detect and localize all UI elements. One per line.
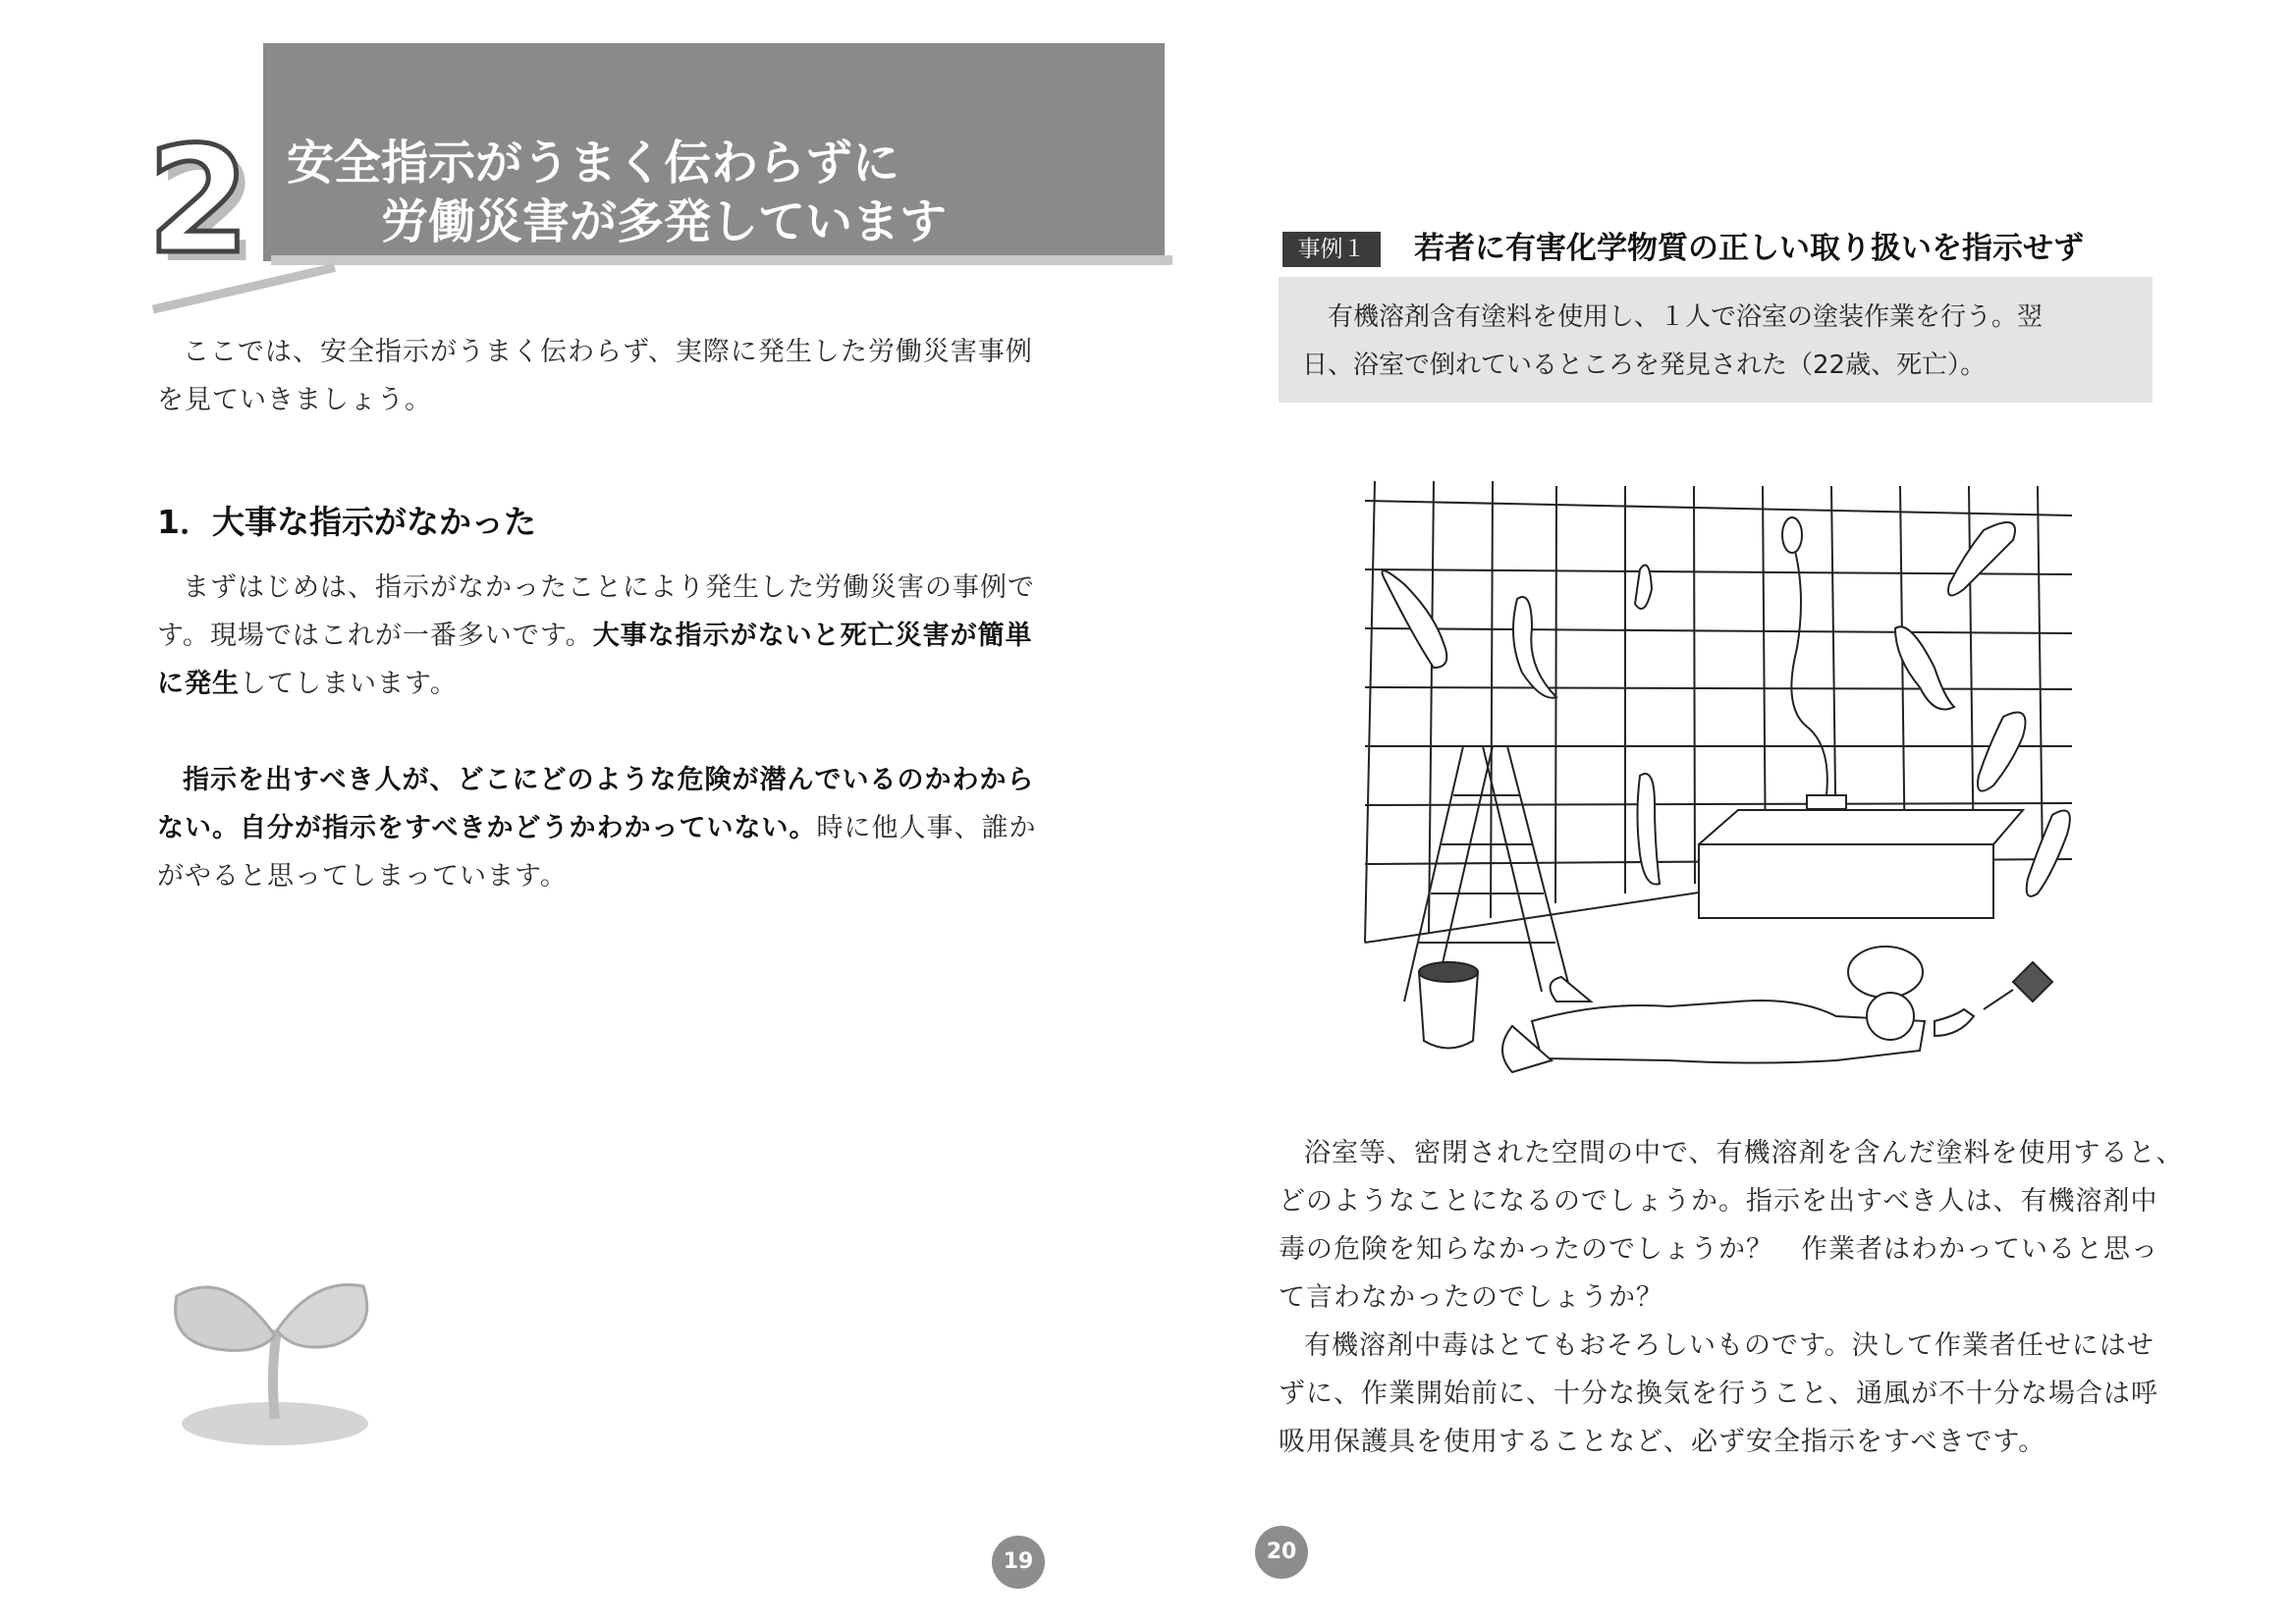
body-line3: 毒の危険を知らなかったのでしょうか？ 作業者はわかっていると思っ [1279, 1234, 2158, 1265]
section-heading: 1．大事な指示がなかった [157, 503, 536, 541]
body-line5: 有機溶剤中毒はとてもおそろしいものです。決して作業者任せにはせ [1304, 1330, 2154, 1361]
intro-line2: を見ていきましょう。 [157, 385, 432, 415]
section1-p2-line1 [183, 756, 1034, 804]
case-summary-line1: 有機溶剤含有塗料を使用し、１人で浴室の塗装作業を行う。翌 [1328, 302, 2044, 332]
body-line6: ずに、作業開始前に、十分な換気を行うこと、通風が不十分な場合は呼 [1279, 1379, 2158, 1409]
section1-p1-line2-bold: 大事な指示がないと死亡災害が簡単 [592, 621, 1033, 651]
case-tag: 事例１ [1282, 232, 1381, 267]
body-line4: て言わなかったのでしょうか？ [1279, 1282, 1663, 1313]
chapter-title-line2: 労働災害が多発しています [381, 194, 948, 249]
body-line7: 吸用保護具を使用することなど、必ず安全指示をすべきです。 [1279, 1427, 2046, 1457]
bathroom-worker-illustration [1345, 471, 2092, 1080]
case-summary-line2: 日、浴室で倒れているところを発見された（22歳、死亡）。 [1302, 351, 1987, 380]
chapter-banner-shadow [271, 255, 1172, 265]
sprout-icon [167, 1237, 383, 1453]
section1-p2-line2-bold: ない。自分が指示をすべきかどうかわかっていない。 [157, 813, 817, 843]
page-number-left: 19 [992, 1536, 1045, 1589]
intro-line1: ここでは、安全指示がうまく伝わらず、実際に発生した労働災害事例 [183, 337, 1033, 367]
chapter-number: 2 [147, 116, 250, 287]
body-line1: 浴室等、密閉された空間の中で、有機溶剤を含んだ塗料を使用すると、 [1304, 1138, 2184, 1168]
body-line2: どのようなことになるのでしょうか。指示を出すべき人は、有機溶剤中 [1279, 1186, 2158, 1217]
section1-p1-line2 [157, 612, 1033, 660]
section1-p1-line2-plain: す。現場ではこれが一番多いです。 [157, 621, 593, 651]
section1-p2-line2-plain: 時に他人事、誰か [816, 813, 1037, 843]
case-title: 若者に有害化学物質の正しい取り扱いを指示せず [1414, 231, 2084, 266]
section1-p2-line3: がやると思ってしまっています。 [157, 861, 568, 892]
section1-p1-line1: まずはじめは、指示がなかったことにより発生した労働災害の事例で [183, 572, 1035, 603]
section1-p1-line3-bold: に発生 [157, 669, 240, 699]
section1-p2-line2 [157, 804, 1036, 852]
chapter-title-line1: 安全指示がうまく伝わらずに [287, 135, 900, 190]
section1-p1-line3-plain: してしまいます。 [240, 669, 458, 699]
section1-p2-line1-bold: 指示を出すべき人が、どこにどのような危険が潜んでいるのかわから [183, 765, 1035, 795]
page-number-right: 20 [1255, 1526, 1308, 1579]
section1-p1-line3 [157, 660, 458, 708]
